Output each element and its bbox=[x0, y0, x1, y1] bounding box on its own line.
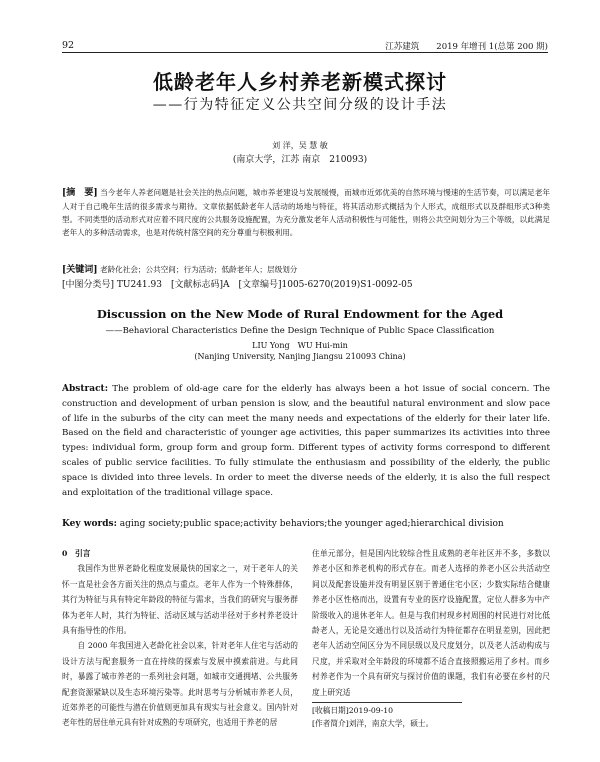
classification-line: [中图分类号] TU241.93 [文献标志码]A [文章编号]1005-6270(2019)S1-0092-05 bbox=[62, 280, 413, 290]
abstract-text: 当今老年人养老问题是社会关注的热点问题，城市养老建设与发展缓慢，而城市近郊优美的自然环境与慢速的生活节奏，可以满足老年人对于自己晚年生活的很多需求与期待。文章依据低龄老年人活动的场地与特征，将其活动形式概括为个人形式，成组形式以及群组形式3种类型。不同类型的活动形式对应着不同尺度的公共服务设施配置，为充分激发老年人活动积极性与可能性，则将公共空间划分为三个等级，以此满足老年人的多种活动需求，也是对传统村落空间的充分尊重与积极利用。 bbox=[62, 188, 550, 237]
abstract-label: [摘 要] bbox=[62, 188, 98, 198]
title-english: Discussion on the New Mode of Rural Endowment for the Aged bbox=[96, 307, 504, 321]
footnote-received: [收稿日期]2019-09-10 bbox=[312, 706, 394, 716]
running-header bbox=[62, 38, 548, 53]
keywords-label: [关键词] bbox=[62, 265, 98, 275]
keywords-chinese bbox=[62, 262, 550, 275]
affiliation-chinese: (南京大学，江苏 南京 210093) bbox=[232, 155, 368, 165]
body-column-right bbox=[312, 546, 550, 730]
abstract-english bbox=[62, 382, 550, 500]
body-paragraph: 自 2000 年我国进入老龄化社会以来，针对老年人住宅与活动的设计方法与配套服务一直在持续的探索与发展中摸索前进。与此同时，暴露了城市养老的一系列社会问题，如城市交通拥堵、公共服务配套资源紧缺以及生态环境污染等。此时思考与分析城市养老人员，近郊养老的可能性与潜在价值则更加具有现实与社会意义。国内针对老年性的居住单元具有针对成熟的专项研究，也适用于养老的居 bbox=[62, 641, 298, 728]
abstract-chinese bbox=[62, 186, 550, 239]
affiliation-english: (Nanjing University, Nanjing Jiangsu 210093 China) bbox=[194, 352, 406, 361]
footnote bbox=[312, 702, 462, 730]
page-number: 92 bbox=[62, 40, 75, 51]
abstract-en-text: The problem of old-age care for the elderly has always been a hot issue of social concern. The construction and development of urban pension is slow, and the beautiful natural environment and slow pace of life in the suburbs of the city can meet the many needs and expectations of the elderly for their later life. Based on the field and characteristic of younger age activities, this paper summarizes its activities into three types: individual form, group form and group form. Different types of activity forms correspond to different scales of public service facilities. To fully stimulate the enthusiasm and possibility of the elderly, the public space is divided into three levels. In order to meet the diverse needs of the elderly, it is also the full respect and exploitation of the traditional village space. bbox=[62, 384, 550, 498]
subtitle-english: ——Behavioral Characteristics Define the Design Technique of Public Space Classification bbox=[105, 326, 495, 336]
keywords-text: 老龄化社会；公共空间；行为活动；低龄老年人；层级划分 bbox=[99, 265, 298, 274]
body-column-left bbox=[62, 546, 298, 731]
abstract-en-label: Abstract: bbox=[62, 384, 109, 394]
body-paragraph: 我国作为世界老龄化程度发展最快的国家之一，对于老年人的关怀一直是社会各方面关注的热点与重点。老年人作为一个特殊群体，其行为特征与具有特定年龄段的特征与需求，当我们的研究与服务群体为老年人时，其行为特征、活动区域与活动半径对于乡村养老设计具有指导性的作用。 bbox=[62, 564, 298, 636]
title-chinese: 低龄老年人乡村养老新模式探讨 bbox=[153, 70, 447, 94]
keywords-en-label: Key words: bbox=[62, 519, 117, 529]
keywords-en-text: aging society;public space;activity behaviors;the younger aged;hierarchical division bbox=[119, 519, 504, 529]
section-heading: 0 引言 bbox=[62, 549, 91, 558]
subtitle-chinese: ——行为特征定义公共空间分级的设计手法 bbox=[152, 97, 448, 113]
journal-info: 江苏建筑 2019 年增刊 1(总第 200 期) bbox=[385, 42, 548, 52]
authors-chinese: 刘 洋，吴 慧 敏 bbox=[272, 141, 328, 150]
keywords-english bbox=[62, 519, 550, 529]
footnote-author: [作者简介]刘洋，南京大学，硕士。 bbox=[312, 719, 434, 729]
authors-english: LIU Yong WU Hui-min bbox=[252, 341, 348, 350]
body-paragraph: 住单元部分，但是国内比较综合性且成熟的老年社区并不多，多数以养老小区和养老机构的形式存在。而老人选择的养老小区公共活动空间以及配套设施并没有明显区别于普通住宅小区；少数实际结合健康养老小区性格而出，设置有专业的医疗设施配置，定位人群多为中产阶级收入的退休老年人。但是与我们村现乡村周围的村民进行对比低龄老人，无论是交通出行以及活动行为特征都存在明显差别，因此把老年人活动空间区分为不同层级以及尺度划分，以及老人活动构成与尺度，并采取对全年龄段的环境都不适合直接照搬运用了乡村。而乡村养老作为一个具有研究与探讨价值的课题，我们有必要在乡村的尺度上研究适 bbox=[312, 549, 550, 697]
